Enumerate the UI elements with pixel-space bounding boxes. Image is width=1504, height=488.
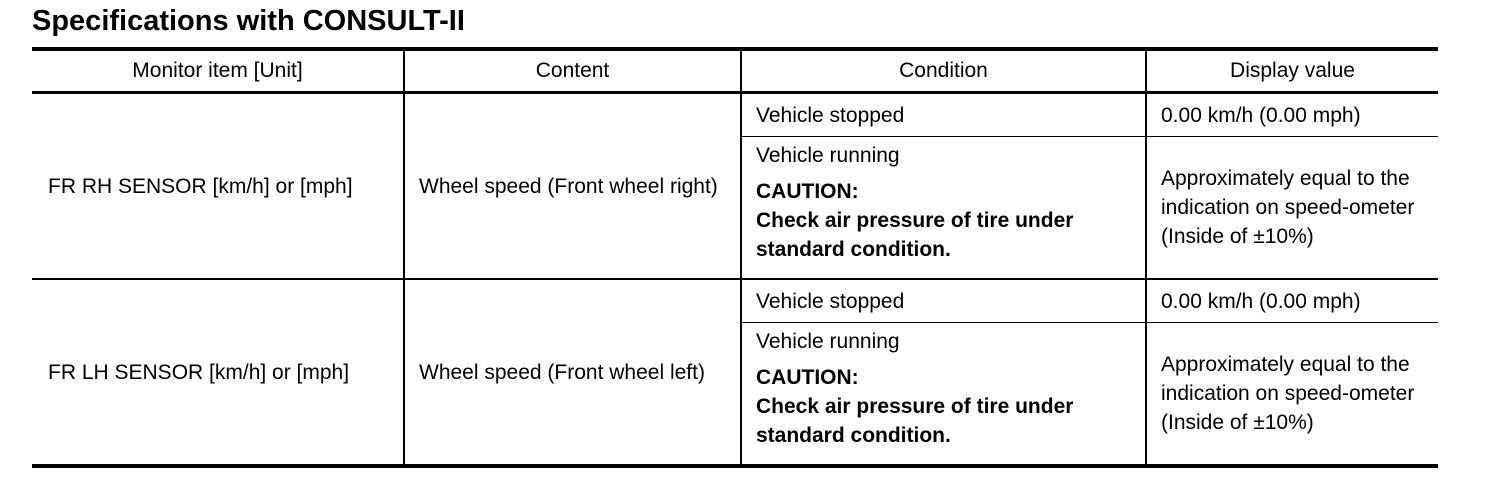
condition-cell: Vehicle stopped [741,93,1146,137]
monitor-item-cell: FR RH SENSOR [km/h] or [mph] [32,93,404,280]
display-value-cell: Approximately equal to the indication on speed-ometer (Inside of ±10%) [1146,323,1438,467]
caution-label: CAUTION: [756,180,859,203]
caution-text: Check air pressure of tire under standard condition. [756,395,1074,447]
header-monitor-item: Monitor item [Unit] [32,49,404,93]
monitor-item-cell: FR LH SENSOR [km/h] or [mph] [32,279,404,466]
display-value-cell: 0.00 km/h (0.00 mph) [1146,279,1438,323]
page-title: Specifications with CONSULT-II [32,5,465,37]
table-row [32,93,1438,137]
display-value-cell: 0.00 km/h (0.00 mph) [1146,93,1438,137]
specifications-table [32,47,1438,468]
content-cell: Wheel speed (Front wheel left) [404,279,741,466]
condition-text: Vehicle running [756,144,900,167]
content-cell: Wheel speed (Front wheel right) [404,93,741,280]
caution-label: CAUTION: [756,366,859,389]
condition-cell [741,323,1146,467]
header-display-value: Display value [1146,49,1438,93]
condition-text: Vehicle running [756,330,900,353]
header-condition: Condition [741,49,1146,93]
display-value-cell: Approximately equal to the indication on speed-ometer (Inside of ±10%) [1146,137,1438,280]
condition-cell [741,137,1146,280]
table-header-row [32,49,1438,93]
table-row [32,279,1438,323]
caution-text: Check air pressure of tire under standard condition. [756,209,1074,261]
condition-cell: Vehicle stopped [741,279,1146,323]
header-content: Content [404,49,741,93]
